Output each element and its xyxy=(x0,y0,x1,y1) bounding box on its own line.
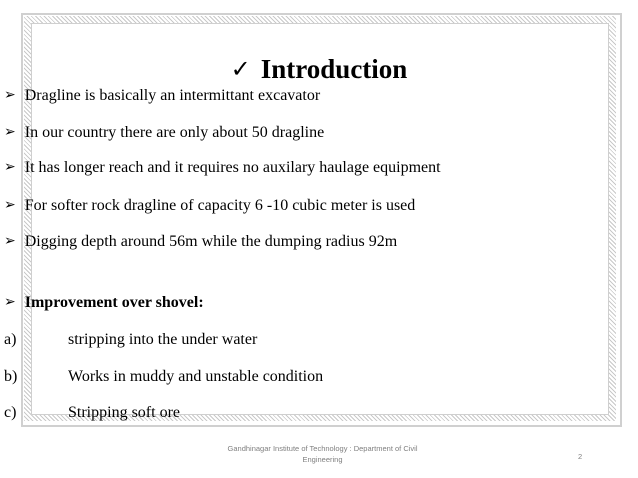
arrow-bullet-icon: ➢ xyxy=(4,233,16,249)
bullet-item xyxy=(4,231,397,253)
list-marker: a) xyxy=(4,331,17,348)
bullet-text: Digging depth around 56m while the dumping radius 92m xyxy=(24,233,398,250)
sub-list-item xyxy=(4,366,323,388)
subheading xyxy=(4,292,204,314)
sub-item-text: Stripping soft ore xyxy=(68,404,180,421)
list-marker: c) xyxy=(4,404,17,421)
arrow-bullet-icon: ➢ xyxy=(4,159,16,175)
subheading-text: Improvement over shovel: xyxy=(24,294,204,311)
sub-item-text: Works in muddy and unstable condition xyxy=(68,368,324,385)
bullet-item xyxy=(4,195,415,217)
bullet-text: For softer rock dragline of capacity 6 -10 cubic meter is used xyxy=(24,197,416,214)
sub-list-item xyxy=(4,329,257,351)
footer-institute: Gandhinagar Institute of Technology : Department of Civil xyxy=(227,444,418,453)
page-number: 2 xyxy=(578,452,583,461)
sub-list-item xyxy=(4,402,180,424)
list-marker: b) xyxy=(4,368,18,385)
bullet-text: Dragline is basically an intermittant excavator xyxy=(24,87,321,104)
checkmark-icon: ✓ xyxy=(230,55,251,83)
arrow-bullet-icon: ➢ xyxy=(4,124,16,140)
arrow-bullet-icon: ➢ xyxy=(4,87,16,103)
slide-footer xyxy=(215,443,430,465)
arrow-bullet-icon: ➢ xyxy=(4,197,16,213)
bullet-item xyxy=(4,157,441,179)
bullet-item xyxy=(4,122,324,144)
bullet-item xyxy=(4,85,320,107)
arrow-bullet-icon: ➢ xyxy=(4,294,16,310)
slide-title xyxy=(0,52,638,87)
slide-title-text: Introduction xyxy=(260,54,408,84)
bullet-text: It has longer reach and it requires no auxilary haulage equipment xyxy=(24,159,441,176)
footer-department: Engineering xyxy=(302,455,343,464)
bullet-text: In our country there are only about 50 dragline xyxy=(24,124,325,141)
sub-item-text: stripping into the under water xyxy=(68,331,258,348)
